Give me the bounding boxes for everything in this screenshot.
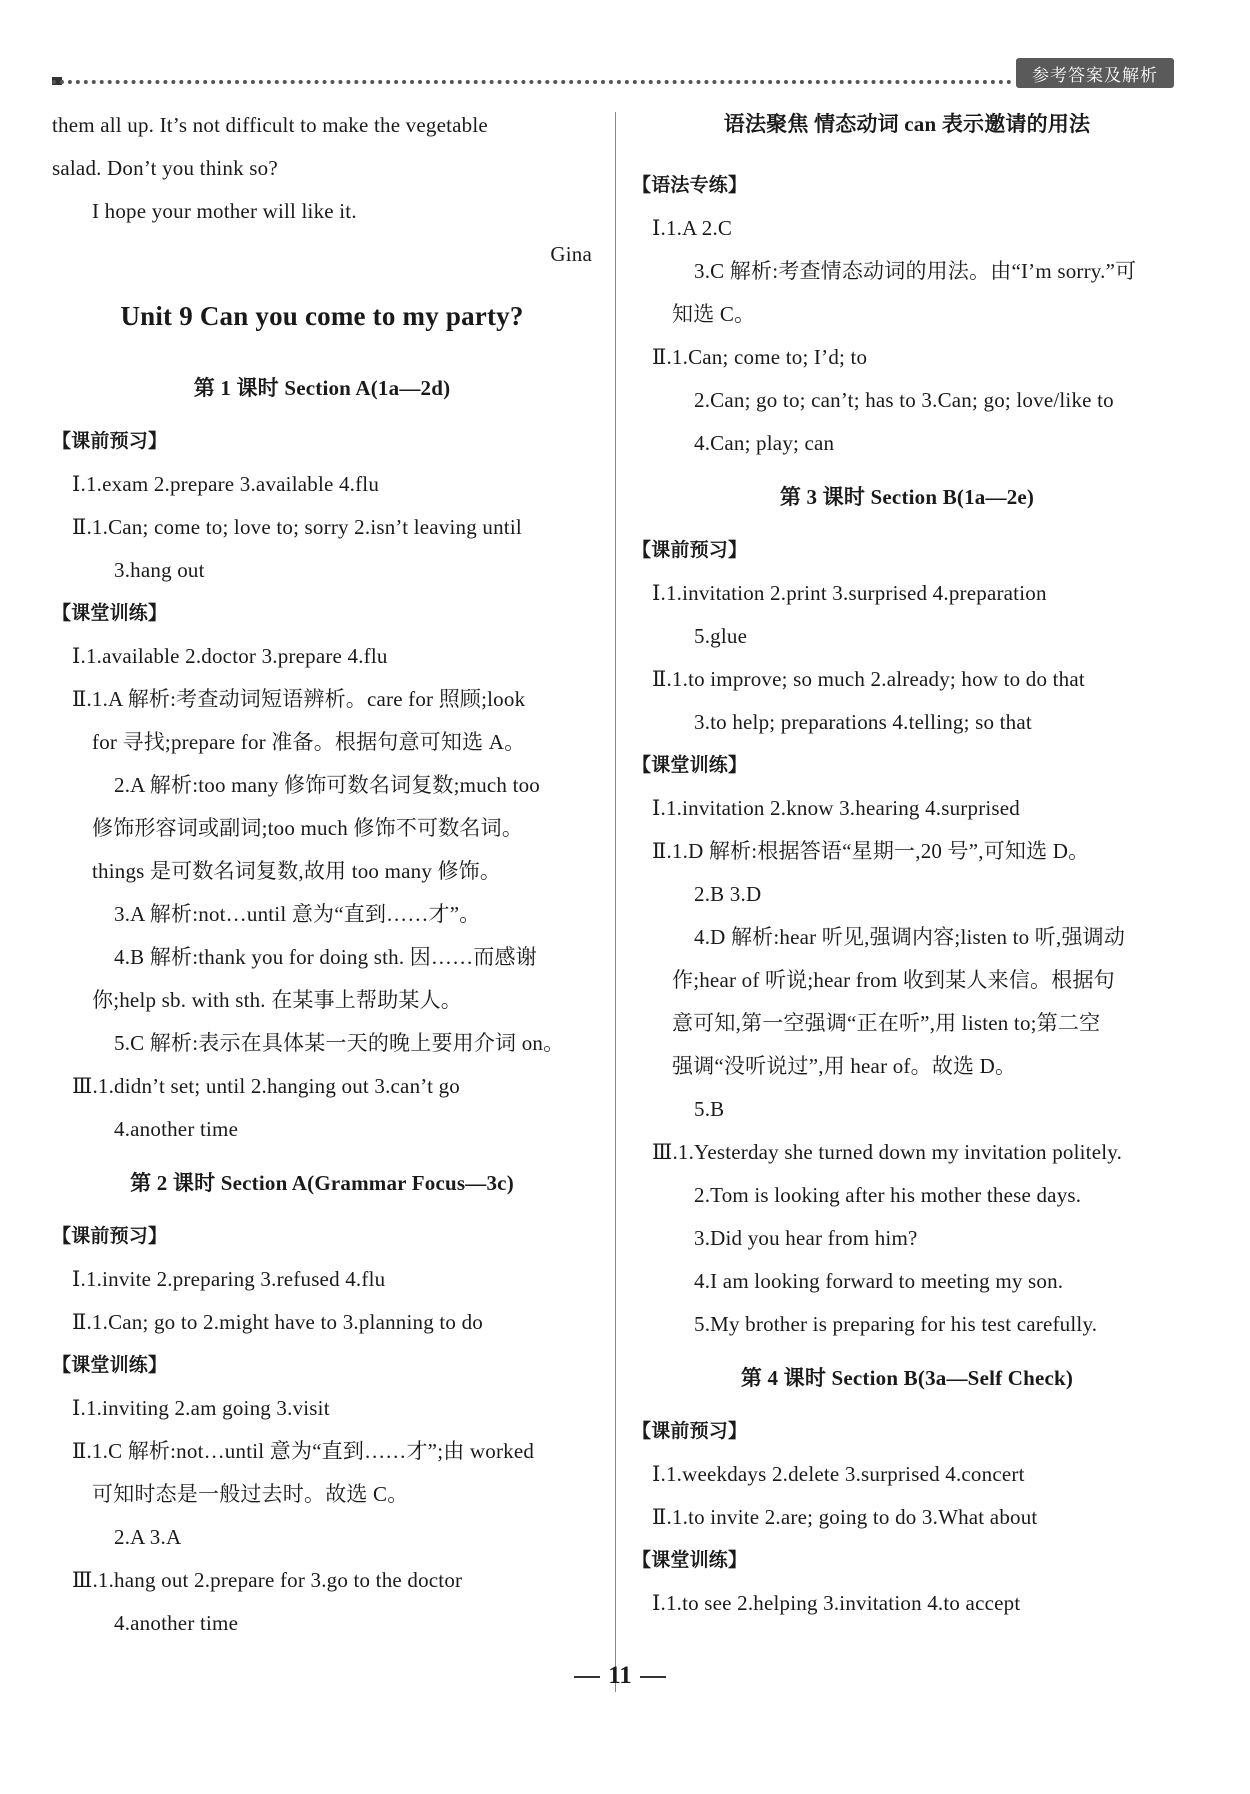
answer-line: 2.Can; go to; can’t; has to 3.Can; go; love/like to bbox=[694, 388, 1114, 412]
section-label: 【课堂训练】 bbox=[632, 1549, 748, 1571]
answer-line: 修饰形容词或副词;too much 修饰不可数名词。 bbox=[92, 816, 524, 840]
answer-line: 3.to help; preparations 4.telling; so that bbox=[694, 710, 1032, 734]
answer-line: Ⅱ.1.C 解析:not…until 意为“直到……才”;由 worked bbox=[72, 1439, 535, 1463]
answer-line: things 是可数名词复数,故用 too many 修饰。 bbox=[92, 859, 502, 883]
section-label: 【课堂训练】 bbox=[52, 1354, 168, 1376]
answer-line: 4.D 解析:hear 听见,强调内容;listen to 听,强调动 bbox=[694, 925, 1126, 949]
answer-line: 2.A 3.A bbox=[114, 1525, 182, 1549]
answer-line: 你;help sb. with sth. 在某事上帮助某人。 bbox=[92, 988, 463, 1012]
answer-line: Ⅰ.1.to see 2.helping 3.invitation 4.to accept bbox=[652, 1591, 1021, 1615]
answer-line: Ⅱ.1.D 解析:根据答语“星期一,20 号”,可知选 D。 bbox=[652, 839, 1090, 863]
right-column bbox=[632, 104, 1182, 1625]
answer-line: Gina bbox=[550, 242, 592, 266]
answer-line: 知选 C。 bbox=[672, 302, 756, 326]
section-heading: Unit 9 Can you come to my party? bbox=[120, 301, 524, 331]
answer-line: 2.Tom is looking after his mother these days. bbox=[694, 1183, 1082, 1207]
section-heading: 第 3 课时 Section B(1a—2e) bbox=[779, 485, 1035, 509]
answer-line: Ⅱ.1.to improve; so much 2.already; how to do that bbox=[652, 667, 1085, 691]
answer-line: Ⅱ.1.Can; come to; I’d; to bbox=[652, 345, 868, 369]
answer-line: Ⅱ.1.Can; come to; love to; sorry 2.isn’t leaving until bbox=[72, 515, 522, 539]
answer-line: Ⅰ.1.available 2.doctor 3.prepare 4.flu bbox=[72, 644, 388, 668]
answer-line: Ⅰ.1.weekdays 2.delete 3.surprised 4.concert bbox=[652, 1462, 1025, 1486]
answer-line: Ⅰ.1.invite 2.preparing 3.refused 4.flu bbox=[72, 1267, 386, 1291]
section-heading: 第 4 课时 Section B(3a—Self Check) bbox=[740, 1366, 1074, 1390]
answer-line: 3.hang out bbox=[114, 558, 205, 582]
answer-line: 4.I am looking forward to meeting my son. bbox=[694, 1269, 1064, 1293]
answer-line: for 寻找;prepare for 准备。根据句意可知选 A。 bbox=[92, 730, 526, 754]
answer-line: I hope your mother will like it. bbox=[92, 199, 357, 223]
answer-line: 意可知,第一空强调“正在听”,用 listen to;第二空 bbox=[672, 1011, 1101, 1035]
answer-line: 5.glue bbox=[694, 624, 748, 648]
answer-line: them all up. It’s not difficult to make the vegetable bbox=[52, 113, 488, 137]
answer-line: 5.B bbox=[694, 1097, 725, 1121]
answer-line: salad. Don’t you think so? bbox=[52, 156, 278, 180]
answer-line: Ⅱ.1.Can; go to 2.might have to 3.planning to do bbox=[72, 1310, 483, 1334]
answer-line: Ⅲ.1.didn’t set; until 2.hanging out 3.can’t go bbox=[72, 1074, 460, 1098]
section-label: 【课前预习】 bbox=[52, 430, 168, 452]
answer-line: 4.B 解析:thank you for doing sth. 因……而感谢 bbox=[114, 945, 537, 969]
answer-line: 3.A 解析:not…until 意为“直到……才”。 bbox=[114, 902, 481, 926]
answer-line: Ⅱ.1.A 解析:考查动词短语辨析。care for 照顾;look bbox=[72, 687, 526, 711]
answer-line: 3.C 解析:考查情态动词的用法。由“I’m sorry.”可 bbox=[694, 259, 1137, 283]
section-label: 【语法专练】 bbox=[632, 174, 748, 196]
section-heading: 语法聚焦 情态动词 can 表示邀请的用法 bbox=[723, 112, 1091, 136]
section-label: 【课前预习】 bbox=[632, 539, 748, 561]
answer-line: Ⅲ.1.hang out 2.prepare for 3.go to the doctor bbox=[72, 1568, 463, 1592]
answer-line: Ⅱ.1.to invite 2.are; going to do 3.What about bbox=[652, 1505, 1038, 1529]
column-divider bbox=[615, 112, 616, 1692]
answer-line: 4.another time bbox=[114, 1611, 239, 1635]
answer-line: Ⅰ.1.inviting 2.am going 3.visit bbox=[72, 1396, 330, 1420]
section-heading: 第 1 课时 Section A(1a—2d) bbox=[193, 376, 451, 400]
answer-line: 作;hear of 听说;hear from 收到某人来信。根据句 bbox=[672, 968, 1115, 992]
section-label: 【课堂训练】 bbox=[632, 754, 748, 776]
answer-line: Ⅲ.1.Yesterday she turned down my invitation politely. bbox=[652, 1140, 1123, 1164]
answer-line: 4.another time bbox=[114, 1117, 239, 1141]
answer-line: Ⅰ.1.invitation 2.know 3.hearing 4.surprised bbox=[652, 796, 1021, 820]
header-dotted-rule bbox=[52, 80, 1012, 84]
answer-line: 3.Did you hear from him? bbox=[694, 1226, 918, 1250]
answer-line: 4.Can; play; can bbox=[694, 431, 835, 455]
answer-line: 2.B 3.D bbox=[694, 882, 762, 906]
answer-line: 强调“没听说过”,用 hear of。故选 D。 bbox=[672, 1054, 1017, 1078]
answer-line: 5.C 解析:表示在具体某一天的晚上要用介词 on。 bbox=[114, 1031, 565, 1055]
answer-line: Ⅰ.1.A 2.C bbox=[652, 216, 733, 240]
answer-line: Ⅰ.1.invitation 2.print 3.surprised 4.preparation bbox=[652, 581, 1047, 605]
left-column bbox=[52, 104, 592, 1645]
section-label: 【课前预习】 bbox=[52, 1225, 168, 1247]
section-heading: 第 2 课时 Section A(Grammar Focus—3c) bbox=[130, 1171, 514, 1195]
section-label: 【课前预习】 bbox=[632, 1420, 748, 1442]
answer-line: 5.My brother is preparing for his test carefully. bbox=[694, 1312, 1098, 1336]
header-section-tag: 参考答案及解析 bbox=[1016, 58, 1174, 88]
answer-line: 2.A 解析:too many 修饰可数名词复数;much too bbox=[114, 773, 541, 797]
page-number: 11 bbox=[560, 1662, 680, 1690]
answer-line: Ⅰ.1.exam 2.prepare 3.available 4.flu bbox=[72, 472, 380, 496]
section-label: 【课堂训练】 bbox=[52, 602, 168, 624]
answer-line: 可知时态是一般过去时。故选 C。 bbox=[92, 1482, 409, 1506]
